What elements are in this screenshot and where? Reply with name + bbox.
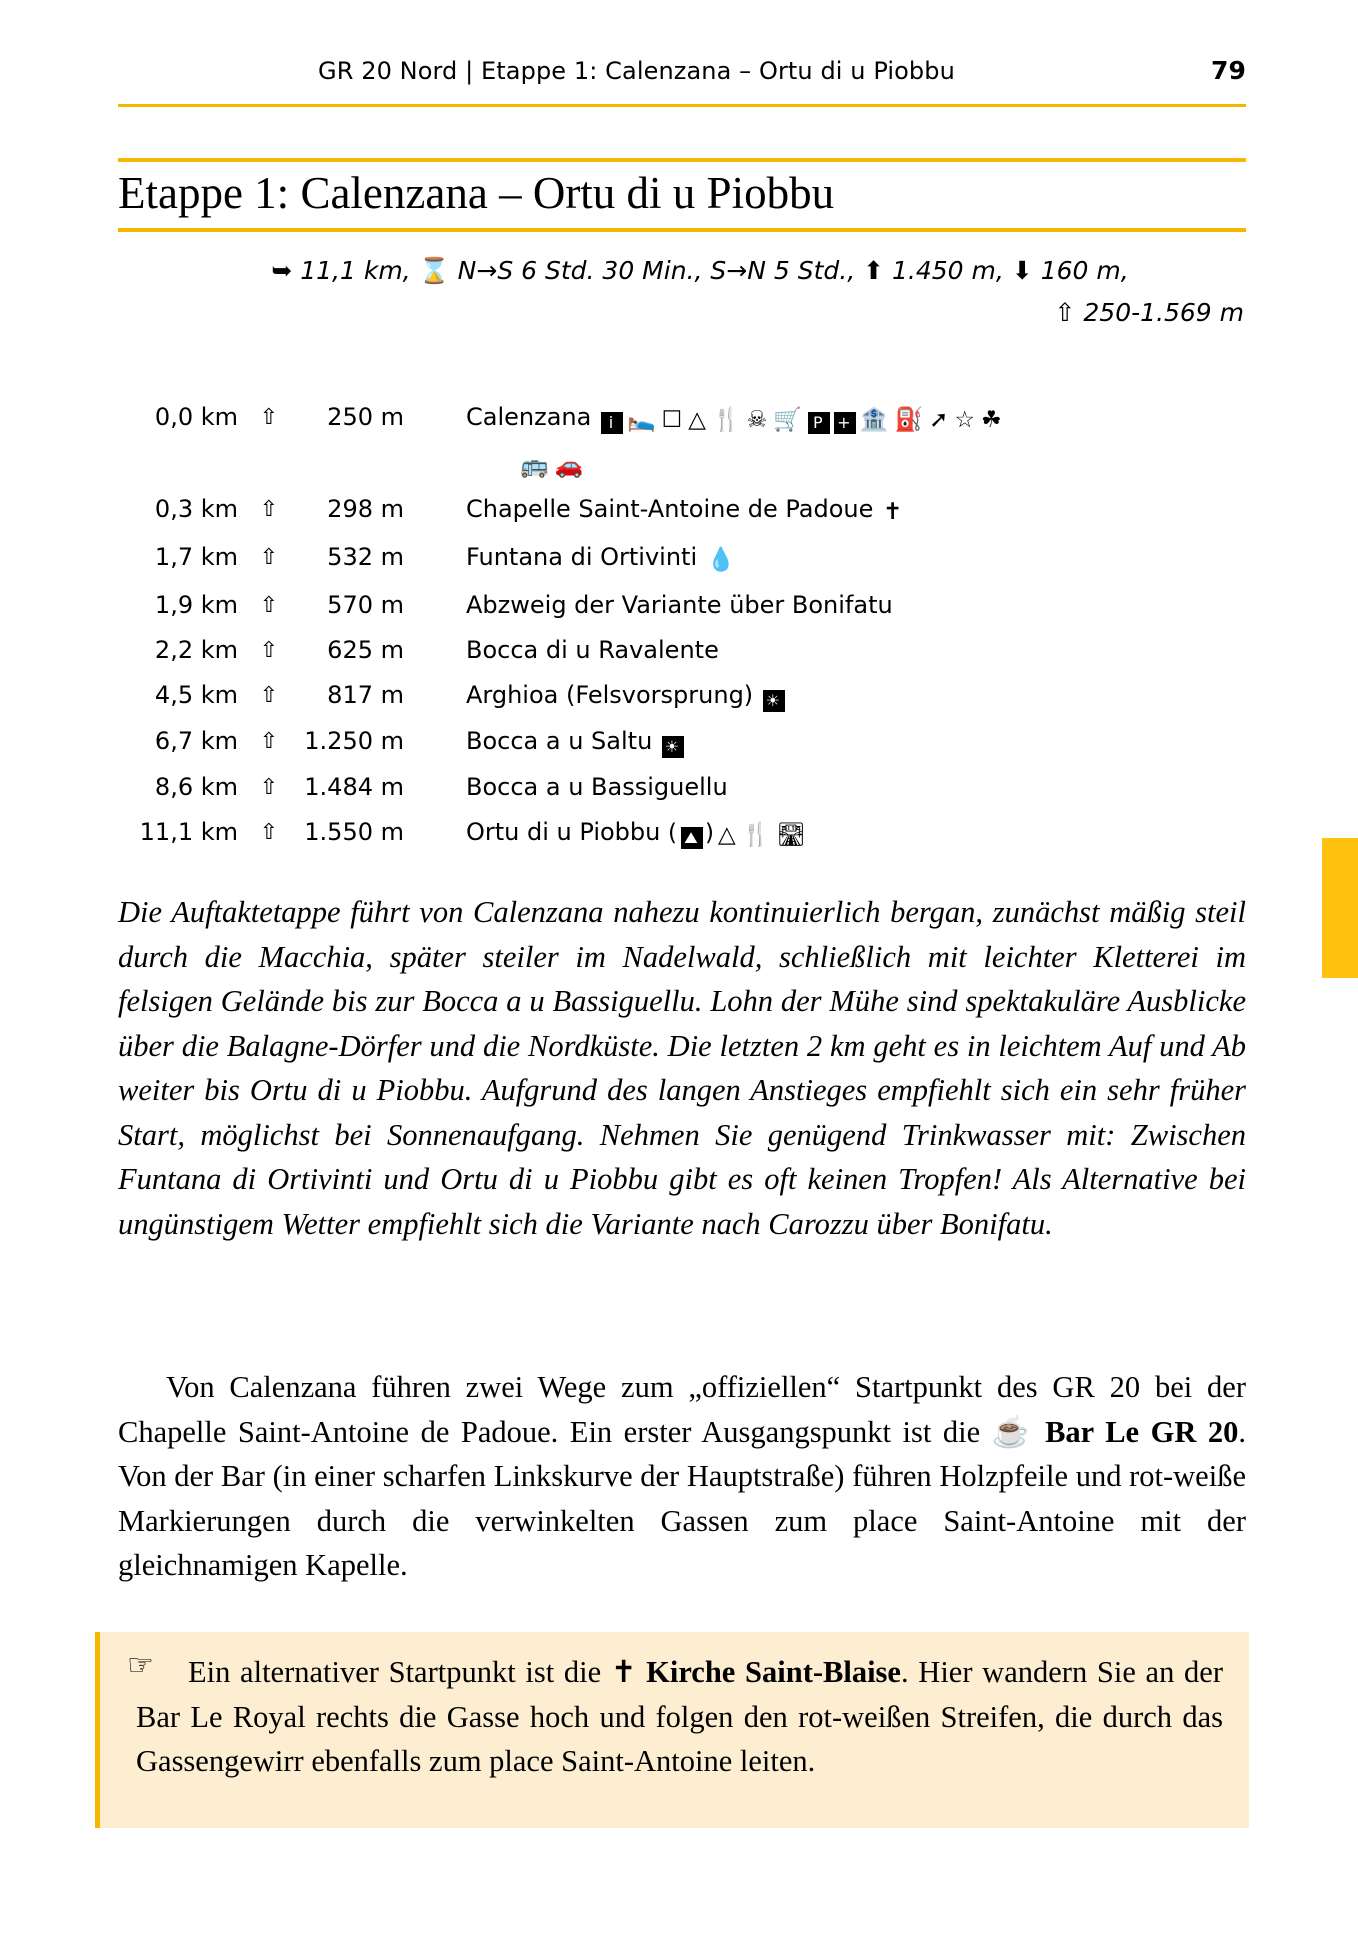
- viewpoint-icon: ☀: [662, 736, 684, 758]
- running-head-title: GR 20 Nord | Etappe 1: Calenzana – Ortu di u Piobbu: [318, 57, 955, 85]
- church-icon: ✝: [610, 1655, 637, 1689]
- picture-icon: ☐: [661, 407, 685, 433]
- waypoint-facility-icons: [761, 683, 787, 709]
- waypoint-altitude: 1.550 m: [304, 818, 404, 846]
- car-icon: 🚗: [554, 453, 586, 479]
- fountain-icon: ☠: [746, 407, 770, 433]
- altitude-marker-icon: ⇧: [259, 683, 279, 708]
- altitude-marker-icon: ⇧: [259, 593, 279, 618]
- shop-icon: 🛒: [773, 407, 804, 433]
- body-text-part2: . Von der Bar (in einer scharfen Linkskurve der Hauptstraße) führen Holzpfeile und rot-weiße Markierungen durch die verwinkelten Gassen zum place Saint-Antoine mit der gleichnamigen Kapelle.: [118, 1414, 1246, 1582]
- waypoint-altitude: 1.484 m: [304, 773, 404, 801]
- ranger-icon: ☘: [981, 407, 1004, 433]
- running-head: [118, 56, 1246, 104]
- restaurant-icon: 🍴: [711, 407, 743, 433]
- altitude-marker-icon: ⇧: [259, 497, 279, 522]
- tent-icon: △: [717, 822, 738, 848]
- waypoint-distance: 4,5 km: [154, 681, 238, 709]
- waypoint-name: Chapelle Saint-Antoine de Padoue: [466, 495, 874, 523]
- parking-icon: P: [808, 412, 830, 434]
- table-row: [118, 535, 1246, 583]
- body-text-part1: Von Calenzana führen zwei Wege zum „offiziellen“ Startpunkt des GR 20 bei der Chapelle Saint-Antoine de Padoue. Ein erster Ausgangspunkt ist die: [118, 1370, 1246, 1449]
- waypoint-facility-icons: [660, 729, 686, 755]
- tip-box: [95, 1632, 1249, 1828]
- waypoint-altitude: 625 m: [327, 636, 404, 664]
- intro-paragraph: Die Auftaktetappe führt von Calenzana nahezu kontinuierlich bergan, zunächst mäßig steil durch die Macchia, später steiler im Nadelwald, schließlich mit leichter Kletterei im felsigen Gelände bis zur Bocca a u Bassiguellu. Lohn der Mühe sind spektakuläre Ausblicke über die Balagne-Dörfer und die Nordküste. Die letzten 2 km geht es in leichtem Auf und Ab weiter bis Ortu di u Piobbu. Aufgrund des langen Anstieges empfiehlt sich ein sehr früher Start, möglichst bei Sonnenaufgang. Nehmen Sie genügend Trinkwasser mit: Zwischen Funtana di Ortivinti und Ortu di u Piobbu gibt es oft keinen Tropfen! Als Alternative bei ungünstigem Wetter empfiehlt sich die Variante nach Carozzu über Bonifatu.: [118, 895, 1246, 1241]
- waypoint-facility-icons: [599, 405, 1006, 431]
- tip-text-part2: . Hier wandern Sie an der Bar Le Royal rechts die Gasse hoch und folgen den rot-weißen Streifen, die durch das Gassengewirr ebenfalls zum place Saint-Antoine leiten.: [136, 1655, 1223, 1778]
- waypoint-distance: 1,9 km: [154, 591, 238, 619]
- cup-icon: ☕: [991, 1414, 1034, 1449]
- waypoint-name: Ortu di u Piobbu: [466, 818, 661, 846]
- bed-icon: 🛌: [626, 407, 658, 433]
- summary-time-ns: N→S 6 Std. 30 Min.,: [457, 256, 703, 285]
- waypoint-distance: 0,3 km: [154, 495, 238, 523]
- waypoint-name: Abzweig der Variante über Bonifatu: [466, 591, 893, 619]
- waypoint-altitude: 1.250 m: [304, 727, 404, 755]
- waypoint-facility-icons-row2: [466, 443, 1246, 487]
- waypoint-distance: 11,1 km: [139, 818, 238, 846]
- arrow-up-icon: ⬆: [863, 256, 885, 285]
- table-row: [118, 673, 1246, 719]
- bridge-icon: 🛣: [776, 822, 808, 848]
- table-row: [118, 719, 1246, 765]
- waypoint-name: Bocca a u Saltu: [466, 727, 653, 755]
- sport-icon: ➚: [929, 407, 951, 433]
- altitude-marker-icon: ⇧: [259, 775, 279, 800]
- bus-icon: 🚌: [520, 453, 551, 479]
- summary-ascent: 1.450 m,: [892, 256, 1004, 285]
- waypoint-name: Bocca di u Ravalente: [466, 636, 719, 664]
- stage-summary: [150, 250, 1250, 334]
- pharmacy-icon: +: [834, 412, 856, 434]
- summary-descent: 160 m,: [1040, 256, 1129, 285]
- table-row: [118, 765, 1246, 810]
- waypoint-distance: 0,0 km: [154, 403, 238, 431]
- restaurant-icon: 🍴: [741, 822, 773, 848]
- refuge-icon: ⛰: [681, 827, 703, 849]
- waypoint-distance: 2,2 km: [154, 636, 238, 664]
- waypoint-facility-icons: [705, 545, 740, 571]
- tip-text-part1: Ein alternativer Startpunkt ist die: [188, 1655, 611, 1689]
- fuel-icon: ⛽: [894, 407, 926, 433]
- tent-icon: △: [688, 407, 708, 433]
- waypoint-name: Funtana di Ortivinti: [466, 543, 698, 571]
- church-icon: ✝: [883, 499, 905, 525]
- bank-icon: 🏦: [859, 407, 891, 433]
- body-paragraph: [118, 1365, 1246, 1588]
- viewpoint-icon: ☀: [763, 690, 785, 712]
- chapter-thumb-tab: [1322, 838, 1358, 978]
- hourglass-icon: ⌛: [418, 256, 450, 285]
- waypoint-name: Arghioa (Felsvorsprung): [466, 681, 754, 709]
- summary-distance: 11,1 km,: [300, 256, 411, 285]
- waypoint-distance: 8,6 km: [154, 773, 238, 801]
- water-drop-icon: 💧: [706, 547, 738, 573]
- page-title: Etappe 1: Calenzana – Ortu di u Piobbu: [118, 168, 835, 218]
- table-row: [118, 395, 1246, 487]
- waypoint-altitude: 250 m: [327, 403, 404, 431]
- altitude-marker-icon: ⇧: [259, 405, 279, 430]
- altitude-icon: ⇧: [1054, 298, 1076, 327]
- altitude-marker-icon: ⇧: [259, 545, 279, 570]
- waypoint-name: Bocca a u Bassiguellu: [466, 773, 728, 801]
- table-row: [118, 487, 1246, 535]
- summary-time-sn: S→N 5 Std.,: [710, 256, 856, 285]
- page-number: 79: [1211, 56, 1246, 85]
- bar-name: Bar Le GR 20: [1045, 1414, 1239, 1449]
- running-head-rule: [118, 104, 1246, 107]
- summary-altitude-range: 250-1.569 m: [1083, 298, 1244, 327]
- waypoint-facility-icons: [881, 497, 906, 523]
- loop-arrow-icon: ➥: [271, 256, 293, 285]
- waypoint-distance: 6,7 km: [154, 727, 238, 755]
- waypoint-facility-icons: ( ⛰ )△ 🍴 🛣: [668, 820, 810, 846]
- waypoint-name: Calenzana: [466, 403, 592, 431]
- waypoint-table: [118, 395, 1246, 858]
- altitude-marker-icon: ⇧: [259, 638, 279, 663]
- hand-pointing-icon: ☞: [127, 1648, 154, 1683]
- table-row: [118, 810, 1246, 858]
- waypoint-distance: 1,7 km: [154, 543, 238, 571]
- waypoint-altitude: 532 m: [327, 543, 404, 571]
- church-name: Kirche Saint-Blaise: [646, 1655, 901, 1689]
- altitude-marker-icon: ⇧: [259, 820, 279, 845]
- sight-star-icon: ☆: [954, 407, 978, 433]
- table-row: [118, 628, 1246, 673]
- title-rule-bottom: [118, 228, 1246, 232]
- table-row: [118, 583, 1246, 628]
- altitude-marker-icon: ⇧: [259, 729, 279, 754]
- waypoint-altitude: 817 m: [327, 681, 404, 709]
- arrow-down-icon: ⬇: [1011, 256, 1033, 285]
- waypoint-altitude: 570 m: [327, 591, 404, 619]
- waypoint-altitude: 298 m: [327, 495, 404, 523]
- info-icon: i: [601, 412, 623, 434]
